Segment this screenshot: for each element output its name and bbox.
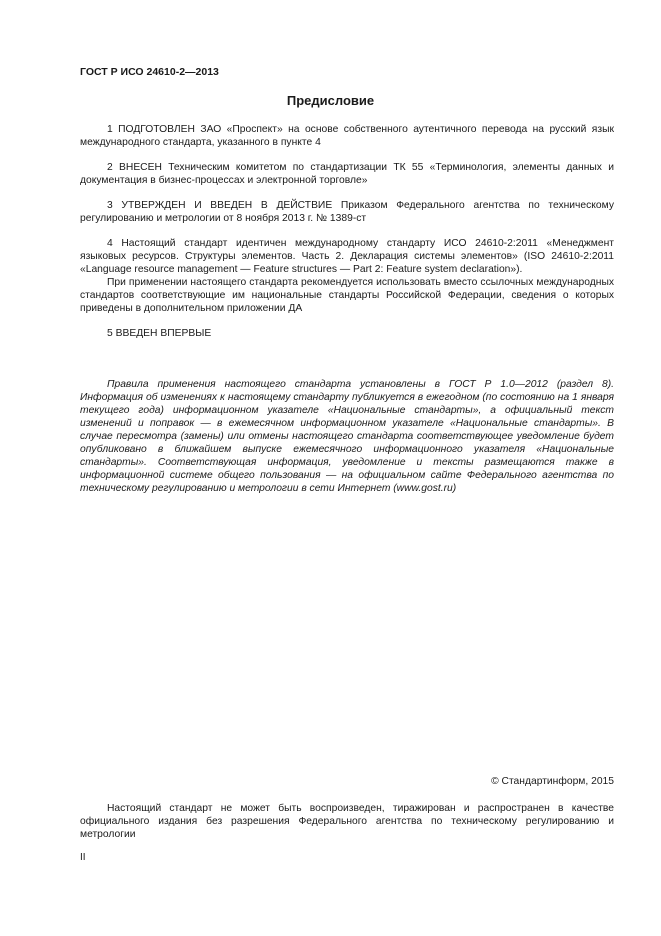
paragraph-3: 3 УТВЕРЖДЕН И ВВЕДЕН В ДЕЙСТВИЕ Приказом Федерального агентства по техническому регулированию и метрологии от 8 ноября 2013 г. № 1389-ст xyxy=(80,200,614,224)
document-id: ГОСТ Р ИСО 24610-2—2013 xyxy=(80,66,219,78)
paragraph-5: 5 ВВЕДЕН ВПЕРВЫЕ xyxy=(107,328,212,339)
page-title: Предисловие xyxy=(286,93,375,108)
legal-notice: Настоящий стандарт не может быть воспроизведен, тиражирован и распространен в качестве официального издания без разрешения Федерального агентства по техническому регулированию и метрологии xyxy=(80,803,614,840)
copyright: © Стандартинформ, 2015 xyxy=(491,776,614,787)
paragraph-4: 4 Настоящий стандарт идентичен международному стандарту ИСО 24610-2:2011 «Менеджмент языковых ресурсов. Структуры элементов. Часть 2. Декларация системы элементов» (ISO 24610-2:2011 «Language resource management — Feature structures — Part 2: Feature system declaration»). xyxy=(80,238,614,275)
paragraph-4-note: При применении настоящего стандарта рекомендуется использовать вместо ссылочных международных стандартов соответствующие им национальные стандарты Российской Федерации, сведения о которых приведены в дополнительном приложении ДА xyxy=(80,277,614,314)
paragraph-2: 2 ВНЕСЕН Техническим комитетом по стандартизации ТК 55 «Терминология, элементы данных и документация в бизнес-процессах и электронной торговле» xyxy=(80,162,614,186)
page-number: II xyxy=(80,852,86,863)
application-notice: Правила применения настоящего стандарта установлены в ГОСТ Р 1.0—2012 (раздел 8). Информация об изменениях к настоящему стандарту публикуется в ежегодном (по состоянию на 1 января текущего года) информационном указателе «Национальные стандарты», а официальный текст изменений и поправок — в ежемесячном информационном указателе «Национальные стандарты». В случае пересмотра (замены) или отмены настоящего стандарта соответствующее уведомление будет опубликовано в ближайшем выпуске ежемесячного информационного указателя «Национальные стандарты». Соответствующая информация, уведомление и тексты размещаются также в информационной системе общего пользования — на официальном сайте Федерального агентства по техническому регулированию и метрологии в сети Интернет (www.gost.ru) xyxy=(80,379,614,494)
paragraph-1: 1 ПОДГОТОВЛЕН ЗАО «Проспект» на основе собственного аутентичного перевода на русский язык международного стандарта, указанного в пункте 4 xyxy=(80,124,614,148)
